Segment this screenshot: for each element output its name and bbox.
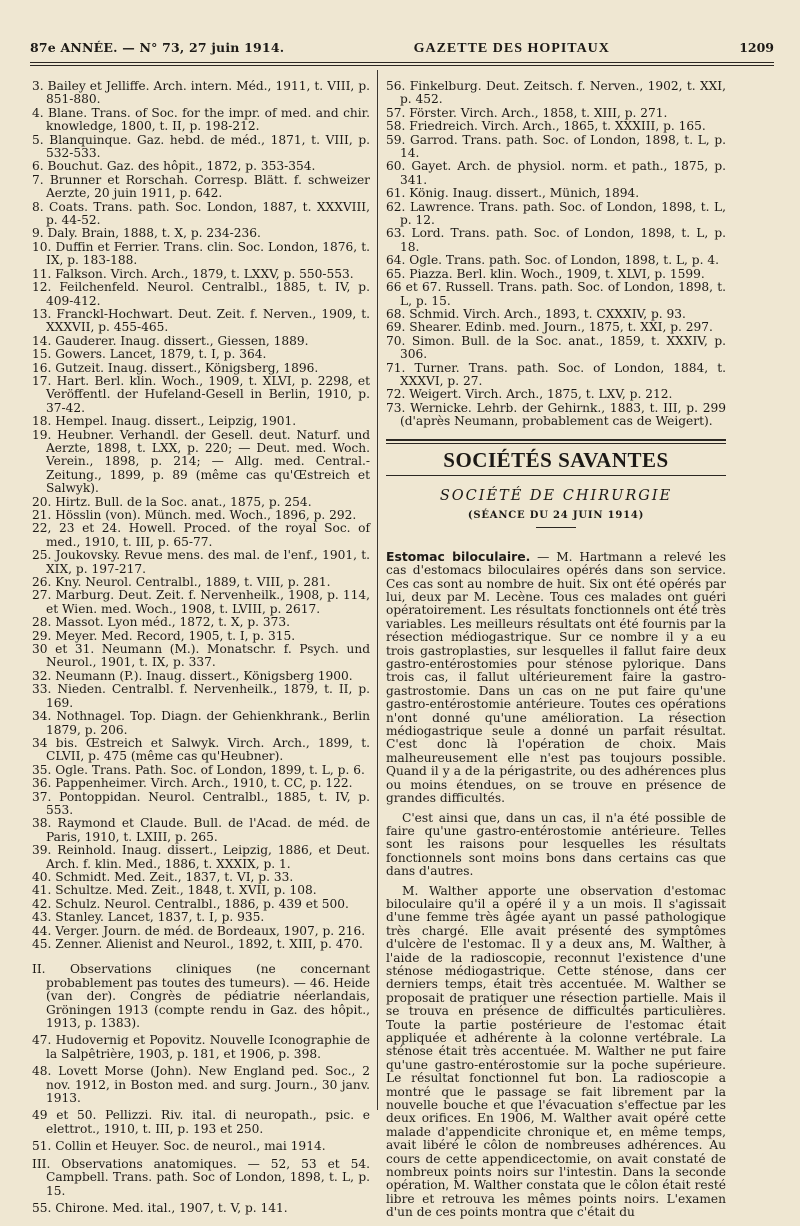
reference-item: 63. Lord. Trans. path. Soc. of London, 1898, t. L, p. 18.: [386, 226, 726, 254]
reference-item: III. Observations anatomiques. — 52, 53 et 54. Campbell. Trans. path. Soc of London, 1898, t. L, p. 15.: [32, 1156, 370, 1198]
reference-item: 73. Wernicke. Lehrb. der Gehirnk., 1883, t. III, p. 299 (d'après Neumann, probablement cas de Weigert).: [386, 400, 726, 429]
reference-item: 33. Nieden. Centralbl. f. Nervenheilk., 1879, t. II, p. 169.: [32, 682, 370, 710]
right-column: [386, 80, 726, 1226]
short-rule: [536, 527, 576, 528]
reference-item: 72. Weigert. Virch. Arch., 1875, t. LXV, p. 212.: [386, 387, 673, 402]
reference-item: 22, 23 et 24. Howell. Proced. of the royal Soc. of med., 1910, t. III, p. 65-77.: [32, 521, 370, 549]
reference-item: 34. Nothnagel. Top. Diagn. der Gehienkhrank., Berlin 1879, p. 206.: [32, 709, 370, 737]
issue-info: 87e ANNÉE. — N° 73, 27 juin 1914.: [30, 40, 285, 55]
reference-item: 71. Turner. Trans. path. Soc. of London, 1884, t. XXXVI, p. 27.: [386, 360, 726, 388]
section-title: SOCIÉTÉS SAVANTES: [443, 447, 669, 472]
reference-item: 64. Ogle. Trans. path. Soc. of London, 1898, t. L, p. 4.: [386, 253, 719, 268]
reference-item: 38. Raymond et Claude. Bull. de l'Acad. de méd. de Paris, 1910, t. LXIII, p. 265.: [32, 816, 370, 844]
reference-item: 21. Hösslin (von). Münch. med. Woch., 1896, p. 292.: [32, 508, 357, 522]
reference-item: 9. Daly. Brain, 1888, t. X, p. 234-236.: [32, 226, 261, 241]
reference-item: 15. Gowers. Lancet, 1879, t. I, p. 364.: [32, 347, 267, 362]
reference-item: 8. Coats. Trans. path. Soc. London, 1887, t. XXXVIII, p. 44-52.: [32, 199, 370, 228]
title-underline: [386, 475, 726, 476]
reference-item: 45. Zenner. Alienist and Neurol., 1892, t. XIII, p. 470.: [32, 937, 363, 951]
article-paragraph-1: [386, 550, 726, 806]
reference-item: 69. Shearer. Edinb. med. Journ., 1875, t. XXI, p. 297.: [386, 320, 713, 335]
reference-item: 56. Finkelburg. Deut. Zeitsch. f. Nerven., 1902, t. XXI, p. 452.: [386, 79, 726, 107]
session-date: (SÉANCE DU 24 JUIN 1914): [467, 510, 645, 522]
reference-item: 11. Falkson. Virch. Arch., 1879, t. LXXV, p. 550-553.: [32, 266, 354, 281]
reference-item: 37. Pontoppidan. Neurol. Centralbl., 1885, t. IV, p. 553.: [32, 789, 370, 817]
reference-item: 6. Bouchut. Gaz. des hôpit., 1872, p. 353-354.: [32, 159, 316, 174]
reference-item: 57. Förster. Virch. Arch., 1858, t. XIII, p. 271.: [386, 105, 668, 120]
reference-item: 66 et 67. Russell. Trans. path. Soc. of London, 1898, t. L, p. 15.: [386, 280, 726, 308]
reference-item: 20. Hirtz. Bull. de la Soc. anat., 1875, p. 254.: [32, 494, 312, 509]
reference-item: 14. Gauderer. Inaug. dissert., Giessen, 1889.: [32, 333, 309, 348]
reference-item: 49 et 50. Pellizzi. Riv. ital. di neuropath., psic. e elettrot., 1910, t. III, p. 193 et 250.: [32, 1108, 370, 1136]
article-paragraph-3: M. Walther apporte une observation d'estomac biloculaire qu'il a opéré il y a un mois. Il s'agissait d'une femme très âgée ayant un passé pathologique très chargé. Elle avait présenté des symptômes d'ulcère de l'estomac. Il y a deux ans, M. Walther, à l'aide de la radioscopie, reconnut l'existence d'une sténose médiogastrique. Cette sténose, dans cer derniers temps, était très accentuée. M. Walther se proposait de pratiquer une résection partielle. Mais il se trouva en présence de difficultés particulières. Toute la partie postérieure de l'estomac était appliquée et adhérente à la colonne vertébrale. La sténose était très accentuée. M. Walther ne put faire qu'une gastro-entérostomie sur la poche supérieure. Le résultat fonctionnel fut bon. La radioscopie a montré que le passage se fait librement par la nouvelle bouche et que l'évacuation s'effectue par les deux orifices. En 1906, M. Walther avait opéré cette malade d'appendicite chronique et, en même temps, avait libéré le côlon de nombreuses adhérences. Au cours de cette appendicectomie, on avait constaté de nombreux points noirs sur l'intestin. Dans la seconde opération, M. Walther constata que le côlon était resté libre et retrouva les mêmes points noirs. L'examen d'un de ces points montra que c'était du: [386, 883, 726, 1220]
reference-item: 13. Franckl-Hochwart. Deut. Zeit. f. Nerven., 1909, t. XXXVII, p. 455-465.: [32, 306, 370, 335]
reference-item: 26. Kny. Neurol. Centralbl., 1889, t. VIII, p. 281.: [32, 575, 331, 590]
reference-item: 19. Heubner. Verhandl. der Gesell. deut. Naturf. und Aerzte, 1898, t. LXX, p. 220; — Deut. med. Woch. Verein., 1898, p. 214; — Allg. med. Central.-Zeitung., 1899, p. 89 (même cas qu'Œstreich et Salwyk).: [32, 427, 370, 496]
reference-item: 16. Gutzeit. Inaug. dissert., Königsberg, 1896.: [32, 360, 319, 375]
reference-item: 48. Lovett Morse (John). New England ped. Soc., 2 nov. 1912, in Boston med. and surg. Journ., 30 janv. 1913.: [32, 1064, 370, 1106]
reference-item: 44. Verger. Journ. de méd. de Bordeaux, 1907, p. 216.: [32, 923, 366, 938]
reference-item: 29. Meyer. Med. Record, 1905, t. I, p. 315.: [32, 628, 296, 643]
reference-item: 39. Reinhold. Inaug. dissert., Leipzig, 1886, et Deut. Arch. f. klin. Med., 1886, t. XXXIX, p. 1.: [32, 843, 370, 871]
reference-item: 70. Simon. Bull. de la Soc. anat., 1859, t. XXXIV, p. 306.: [386, 333, 726, 362]
reference-list-continued: [386, 80, 726, 429]
reference-item: 43. Stanley. Lancet, 1837, t. I, p. 935.: [32, 910, 265, 925]
reference-sections: [32, 963, 370, 1215]
reference-item: 34 bis. Œstreich et Salwyk. Virch. Arch., 1899, t. CLVII, p. 475 (même cas qu'Heubner).: [32, 735, 370, 764]
header-rule: [30, 62, 774, 63]
journal-title: GAZETTE DES HOPITAUX: [413, 41, 610, 56]
reference-item: 28. Massot. Lyon méd., 1872, t. X, p. 373.: [32, 615, 291, 630]
page-header: [30, 40, 774, 60]
left-column: [32, 80, 370, 1215]
reference-item: 32. Neumann (P.). Inaug. dissert., Königsberg 1900.: [32, 668, 353, 683]
section-separator: [386, 439, 726, 444]
reference-item: 10. Duffin et Ferrier. Trans. clin. Soc. London, 1876, t. IX, p. 183-188.: [32, 239, 370, 268]
reference-item: 59. Garrod. Trans. path. Soc. of London, 1898, t. L, p. 14.: [386, 132, 726, 161]
reference-item: 7. Brunner et Rorschah. Corresp. Blätt. f. schweizer Aerzte, 20 juin 1911, p. 642.: [32, 172, 370, 201]
reference-item: 60. Gayet. Arch. de physiol. norm. et path., 1875, p. 341.: [386, 159, 726, 187]
header-rule-2: [30, 65, 774, 66]
reference-item: 5. Blanquinque. Gaz. hebd. de méd., 1871, t. VIII, p. 532-533.: [32, 132, 370, 161]
society-heading: SOCIÉTÉ DE CHIRURGIE: [439, 487, 673, 504]
reference-item: 17. Hart. Berl. klin. Woch., 1909, t. XLVI, p. 2298, et Veröffentl. der Hufeland-Gesell in Berlin, 1910, p. 37-42.: [32, 373, 370, 415]
reference-item: 65. Piazza. Berl. klin. Woch., 1909, t. XLVI, p. 1599.: [386, 266, 705, 281]
reference-item: 47. Hudovernig et Popovitz. Nouvelle Iconographie de la Salpêtrière, 1903, p. 181, et 1906, p. 398.: [32, 1033, 370, 1061]
page-number: 1209: [739, 40, 774, 55]
reference-item: 51. Collin et Heuyer. Soc. de neurol., mai 1914.: [32, 1139, 326, 1154]
article-runhead: Estomac biloculaire.: [386, 548, 531, 564]
reference-item: 40. Schmidt. Med. Zeit., 1837, t. VI, p. 33.: [32, 869, 294, 884]
reference-item: 30 et 31. Neumann (M.). Monatschr. f. Psych. und Neurol., 1901, t. IX, p. 337.: [32, 642, 370, 670]
reference-item: 55. Chirone. Med. ital., 1907, t. V, p. 141.: [32, 1200, 288, 1215]
reference-item: 35. Ogle. Trans. Path. Soc. of London, 1899, t. L, p. 6.: [32, 762, 365, 777]
reference-list: [32, 80, 370, 951]
column-divider: [377, 70, 378, 1110]
reference-item: 68. Schmid. Virch. Arch., 1893, t. CXXXIV, p. 93.: [386, 306, 686, 321]
reference-item: 3. Bailey et Jelliffe. Arch. intern. Méd., 1911, t. VIII, p. 851-880.: [32, 79, 370, 107]
article-text-1: — M. Hartmann a relevé les cas d'estomacs biloculaires opérés dans son service. Ces cas sont au nombre de huit. Six ont été opérés par lui, deux par M. Lecène. Tous ces malades ont guéri opératoirement. Les résultats fonctionnels ont été très variables. Les meilleurs résultats ont été fournis par la résection médiogastrique. Sur ce nombre il y a eu trois gastroplasties, sur lesquelles il fallut faire deux gastro-entérostomies pour sténose pylorique. Dans trois cas, il fallut ultérieurement faire la gastro-gastrostomie. Dans un cas on ne put faire qu'une gastro-entérostomie antérieure. Toutes ces opérations n'ont donné qu'une amélioration. La résection médiogastrique seule a donné un parfait résultat. C'est donc là l'opération de choix. Mais malheureusement elle n'est pas toujours possible. Quand il y a de la périgastrite, ou des adhérences plus ou moins étendues, on se trouve en présence de grandes difficultés.: [386, 549, 726, 806]
reference-item: 62. Lawrence. Trans. path. Soc. of London, 1898, t. L, p. 12.: [386, 199, 726, 228]
reference-item: 25. Joukovsky. Revue mens. des mal. de l'enf., 1901, t. XIX, p. 197-217.: [32, 548, 370, 576]
article-paragraph-2: C'est ainsi que, dans un cas, il n'a été possible de faire qu'une gastro-entérostomie antérieure. Telles sont les raisons pour lesquelles les résultats fonctionnels sont moins bons dans certains cas que dans d'autres.: [386, 810, 726, 879]
reference-item: II. Observations cliniques (ne concernant probablement pas toutes des tumeurs). — 46. Heide (van der). Congrès de pédiatrie néerlandais, Gröningen 1913 (compte rendu in Gaz. des hôpit., 1913, p. 1383).: [32, 962, 370, 1031]
reference-item: 41. Schultze. Med. Zeit., 1848, t. XVII, p. 108.: [32, 883, 317, 898]
reference-item: 61. König. Inaug. dissert., Münich, 1894.: [386, 186, 640, 201]
reference-item: 42. Schulz. Neurol. Centralbl., 1886, p. 439 et 500.: [32, 896, 349, 911]
reference-item: 18. Hempel. Inaug. dissert., Leipzig, 1901.: [32, 414, 297, 429]
reference-item: 36. Pappenheimer. Virch. Arch., 1910, t. CC, p. 122.: [32, 776, 353, 791]
reference-item: 4. Blane. Trans. of Soc. for the impr. of med. and chir. knowledge, 1800, t. II, p. 198-212.: [32, 105, 370, 134]
reference-item: 58. Friedreich. Virch. Arch., 1865, t. XXXIII, p. 165.: [386, 119, 706, 134]
reference-item: 12. Feilchenfeld. Neurol. Centralbl., 1885, t. IV, p. 409-412.: [32, 280, 370, 308]
reference-item: 27. Marburg. Deut. Zeit. f. Nervenheilk., 1908, p. 114, et Wien. med. Woch., 1908, t. LVIII, p. 2617.: [32, 588, 370, 616]
